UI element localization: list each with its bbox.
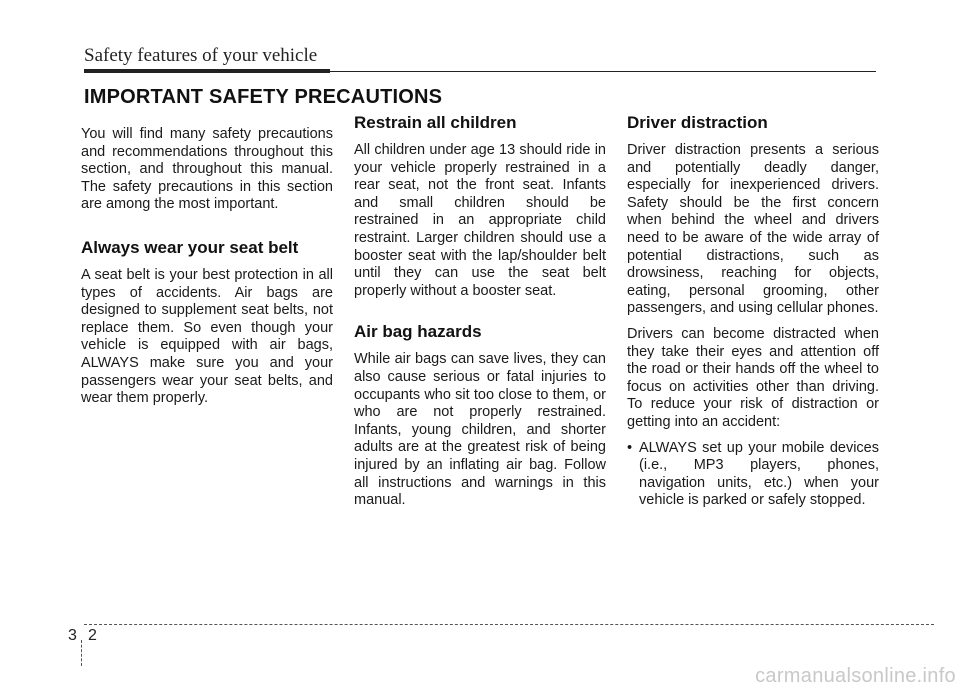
- distraction-heading: Driver distraction: [627, 113, 768, 132]
- children-paragraph: All children under age 13 should ride in your vehicle properly restrained in a rear seat, not the front seat. Infants and small children should be restrained in an appropriate child restraint. Larger children should use a booster seat with the lap/shoulder belt until they can use the seat belt properly without a booster seat.: [354, 142, 606, 299]
- air-bag-paragraph: While air bags can save lives, they can also cause serious or fatal injuries to occupants who sit too close to them, or who are not properly restrained. Infants, young children, and shorter adults are at the greatest risk of being injured by an inflating air bag. Follow all instructions and warnings in this manual.: [354, 351, 606, 509]
- bullet-marker: •: [627, 439, 633, 456]
- section-number: 3: [68, 627, 77, 644]
- watermark: carmanualsonline.info: [755, 665, 956, 687]
- page-number: 2: [88, 627, 97, 644]
- intro-paragraph: You will find many safety precautions and recommendations throughout this section, and throughout this manual. The safety precautions in this section are among the most important.: [81, 126, 333, 213]
- column-3: [627, 113, 879, 510]
- list-item: [627, 440, 879, 510]
- running-header: Safety features of your vehicle: [84, 45, 318, 66]
- distraction-bullet-list: [627, 440, 879, 510]
- air-bag-heading: Air bag hazards: [354, 322, 482, 342]
- seat-belt-heading: Always wear your seat belt: [81, 237, 299, 257]
- header-rule-thick: [84, 69, 330, 73]
- column-1: [81, 126, 333, 416]
- header-rule-thin: [330, 71, 876, 72]
- section-title: IMPORTANT SAFETY PRECAUTIONS: [84, 86, 443, 108]
- footer-rule: [84, 624, 934, 625]
- page-number-divider: [81, 640, 82, 666]
- distraction-paragraph-1: Driver distraction presents a serious and potentially deadly danger, especially for inexperienced drivers. Safety should be the first concern when behind the wheel and drivers need to be aware of the wide array of potential distractions, such as drowsiness, reaching for objects, eating, personal grooming, other passengers, and using cellular phones.: [627, 142, 879, 317]
- column-2: [354, 113, 606, 518]
- children-heading: Restrain all children: [354, 113, 517, 132]
- bullet-text: ALWAYS set up your mobile devices (i.e., MP3 players, phones, navigation units, etc.) when your vehicle is parked or safely stopped.: [639, 439, 879, 509]
- seat-belt-paragraph: A seat belt is your best protection in all types of accidents. Air bags are designed to supplement seat belts, not replace them. So even though your vehicle is equipped with air bags, ALWAYS make sure you and your passengers wear your seat belts, and wear them properly.: [81, 266, 333, 407]
- distraction-paragraph-2: Drivers can become distracted when they take their eyes and attention off the road or their hands off the wheel to focus on activities other than driving. To reduce your risk of distraction or getting into an accident:: [627, 325, 879, 430]
